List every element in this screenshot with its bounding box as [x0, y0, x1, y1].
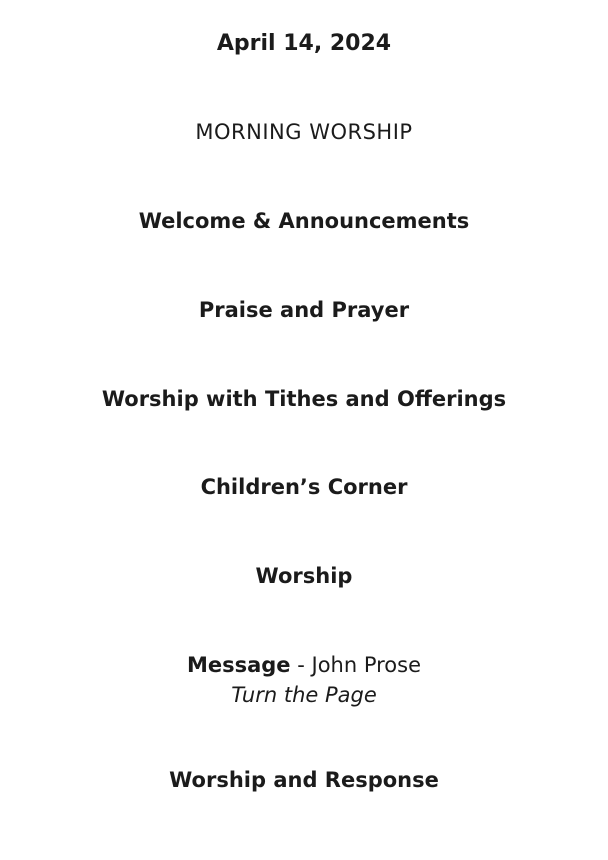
order-item-worship: Worship	[255, 564, 353, 588]
order-item-tithes-offerings: Worship with Tithes and Offerings	[101, 387, 507, 411]
message-line	[0, 655, 608, 676]
sermon-title: Turn the Page	[231, 683, 377, 707]
message-label: Message	[186, 653, 291, 677]
order-item-welcome: Welcome & Announcements	[138, 209, 470, 233]
order-item-childrens-corner: Children’s Corner	[200, 475, 408, 499]
order-item-worship-response: Worship and Response	[169, 768, 439, 792]
message-speaker: John Prose	[311, 653, 422, 677]
message-separator: -	[290, 653, 312, 677]
service-title: MORNING WORSHIP	[195, 120, 413, 144]
service-date: April 14, 2024	[216, 31, 392, 56]
order-item-praise-prayer: Praise and Prayer	[198, 298, 410, 322]
